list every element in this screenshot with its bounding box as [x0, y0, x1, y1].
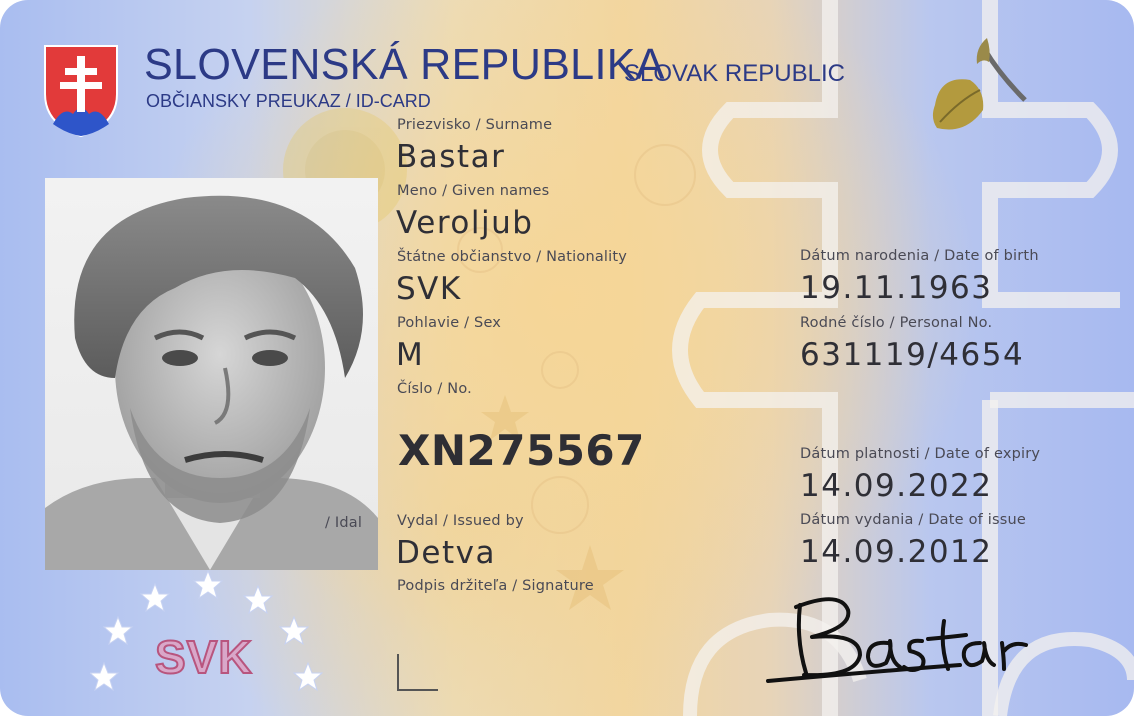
eu-star-icon	[90, 663, 118, 690]
nationality-value: SVK	[396, 271, 462, 307]
issued-by-fragment: / Idal	[325, 515, 363, 531]
document-number-label: Číslo / No.	[397, 381, 472, 397]
document-number-value: XN275567	[398, 426, 645, 475]
country-code-print: SVK	[155, 631, 253, 683]
issued-by-value: Detva	[396, 535, 496, 571]
sex-value: M	[396, 337, 425, 373]
holder-photo	[45, 178, 378, 570]
country-name-sk: SLOVENSKÁ REPUBLIKA	[144, 40, 665, 89]
holder-signature	[760, 585, 1050, 690]
personal-number-label: Rodné číslo / Personal No.	[800, 315, 993, 331]
date-of-expiry-label: Dátum platnosti / Date of expiry	[800, 446, 1041, 462]
nationality-label: Štátne občianstvo / Nationality	[397, 249, 628, 265]
eu-star-icon	[244, 586, 272, 613]
issued-by-label: Vydal / Issued by	[397, 513, 524, 529]
given-names-value: Veroljub	[396, 205, 534, 241]
eu-star-icon	[294, 663, 322, 690]
document-type: OBČIANSKY PREUKAZ / ID-CARD	[146, 91, 431, 111]
eu-star-icon	[141, 584, 169, 611]
personal-number-value: 631119/4654	[800, 337, 1025, 373]
given-names-label: Meno / Given names	[397, 183, 550, 199]
eu-star-icon	[194, 571, 222, 598]
signature-label: Podpis držiteľa / Signature	[397, 578, 594, 594]
sex-label: Pohlavie / Sex	[397, 315, 502, 331]
eu-star-icon	[104, 617, 132, 644]
surname-label: Priezvisko / Surname	[397, 117, 553, 133]
surname-value: Bastar	[396, 139, 506, 175]
corner-mark	[396, 652, 440, 694]
date-of-birth-value: 19.11.1963	[800, 270, 993, 306]
linden-leaf-icon	[925, 30, 1045, 140]
date-of-issue-label: Dátum vydania / Date of issue	[800, 512, 1027, 528]
coat-of-arms-icon	[43, 44, 119, 138]
date-of-issue-value: 14.09.2012	[800, 534, 993, 570]
date-of-birth-label: Dátum narodenia / Date of birth	[800, 248, 1039, 264]
country-name-en: SLOVAK REPUBLIC	[624, 60, 845, 87]
date-of-expiry-value: 14.09.2022	[800, 468, 993, 504]
eu-star-icon	[280, 617, 308, 644]
